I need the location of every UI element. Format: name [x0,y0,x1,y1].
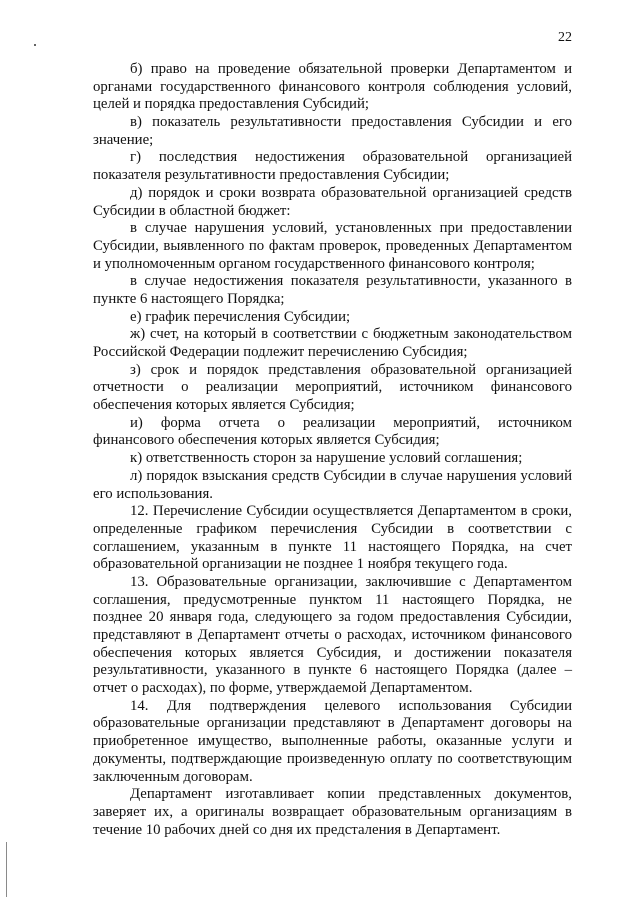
text-line: позднее 20 января года, следующего за годом предоставления Субсидии, [93,609,572,626]
text-line: л) порядок взыскания средств Субсидии в случае нарушения условий [130,467,572,484]
text-line: 12. Перечисление Субсидии осуществляется Департаментом в сроки, [130,503,572,520]
text-line: образовательные организации представляют в Департамент договоры на [93,715,572,732]
text-line: Субсидии, выявленного по фактам проверок, проведенных Департаментом [93,237,572,254]
text-line: 13. Образовательные организации, заключившие с Департаментом [130,573,572,590]
text-line: Департамент изготавливает копии представленных документов, [130,786,572,803]
text-line: 14. Для подтверждения целевого использования Субсидии [130,697,572,714]
text-line: документы, подтверждающие произведенную оплату по соответствующим [93,750,572,767]
text-line: отчетности о реализации мероприятий, источником финансового [93,379,572,396]
document-body [93,61,572,839]
text-line: течение 10 рабочих дней со дня их предсталения в Департамент. [93,821,501,838]
text-line: в случае нарушения условий, установленных при предоставлении [130,220,572,237]
text-line: обеспечения которых является Субсидия, и достижении показателя [93,644,572,661]
text-line: ж) счет, на который в соответствии с бюджетным законодательством [130,326,572,343]
text-line: Российской Федерации подлежит перечислению Субсидия; [93,344,468,360]
text-line: отчет о расходах), по форме, утверждаемой Департаментом. [93,680,473,697]
text-line: приобретенное имущество, выполненные работы, оказанные услуги и [93,733,572,750]
text-line: и уполномоченным органом государственного финансового контроля; [93,255,535,272]
text-line: заверяет их, а оригиналы возвращает образовательным организациям в [93,803,572,820]
text-line: заключенным договорам. [93,768,253,785]
text-line: обеспечения которых является Субсидия; [93,397,355,414]
text-line: Субсидии в областной бюджет: [93,202,291,219]
text-line: з) срок и порядок представления образовательной организацией [130,361,572,378]
text-line: д) порядок и сроки возврата образовательной организацией средств [130,184,572,201]
text-line: пункте 6 настоящего Порядка; [93,290,285,307]
text-line: определенные графиком перечисления Субсидии в соответствии с [93,520,572,537]
text-line: соглашения, предусмотренные пунктом 11 настоящего Порядка, не [93,591,572,608]
scan-edge-mark [6,842,7,897]
page-number: 22 [558,30,572,45]
text-line: значение; [93,131,154,148]
text-line: органами государственного финансового контроля соблюдения условий, [93,78,572,95]
text-line: к) ответственность сторон за нарушение условий соглашения; [130,450,523,467]
text-line: показателя результативности предоставления Субсидии; [93,167,450,184]
text-line: б) право на проведение обязательной проверки Департаментом и [130,61,572,77]
text-line: г) последствия недостижения образовательной организацией [130,149,572,166]
text-line: финансового обеспечения которых является Субсидия; [93,432,440,449]
text-line: в) показатель результативности предоставления Субсидии и его [130,114,572,131]
text-line: в случае недостижения показателя результативности, указанного в [130,273,572,290]
text-line: представляют в Департамент отчеты о расходах, источником финансового [93,627,572,643]
text-line: и) форма отчета о реализации мероприятий, источником [130,414,572,431]
scan-speck [34,44,36,46]
text-line: соглашением, указанным в пункте 11 настоящего Порядка, на счет [93,538,572,555]
text-line: целей и порядка предоставления Субсидий; [93,96,370,113]
text-line: его использования. [93,485,213,502]
text-line: результативности, указанного в пункте 6 настоящего Порядка (далее – [93,662,572,679]
text-line: е) график перечисления Субсидии; [130,308,351,325]
text-line: образовательной организации не позднее 1 ноября текущего года. [93,556,508,573]
